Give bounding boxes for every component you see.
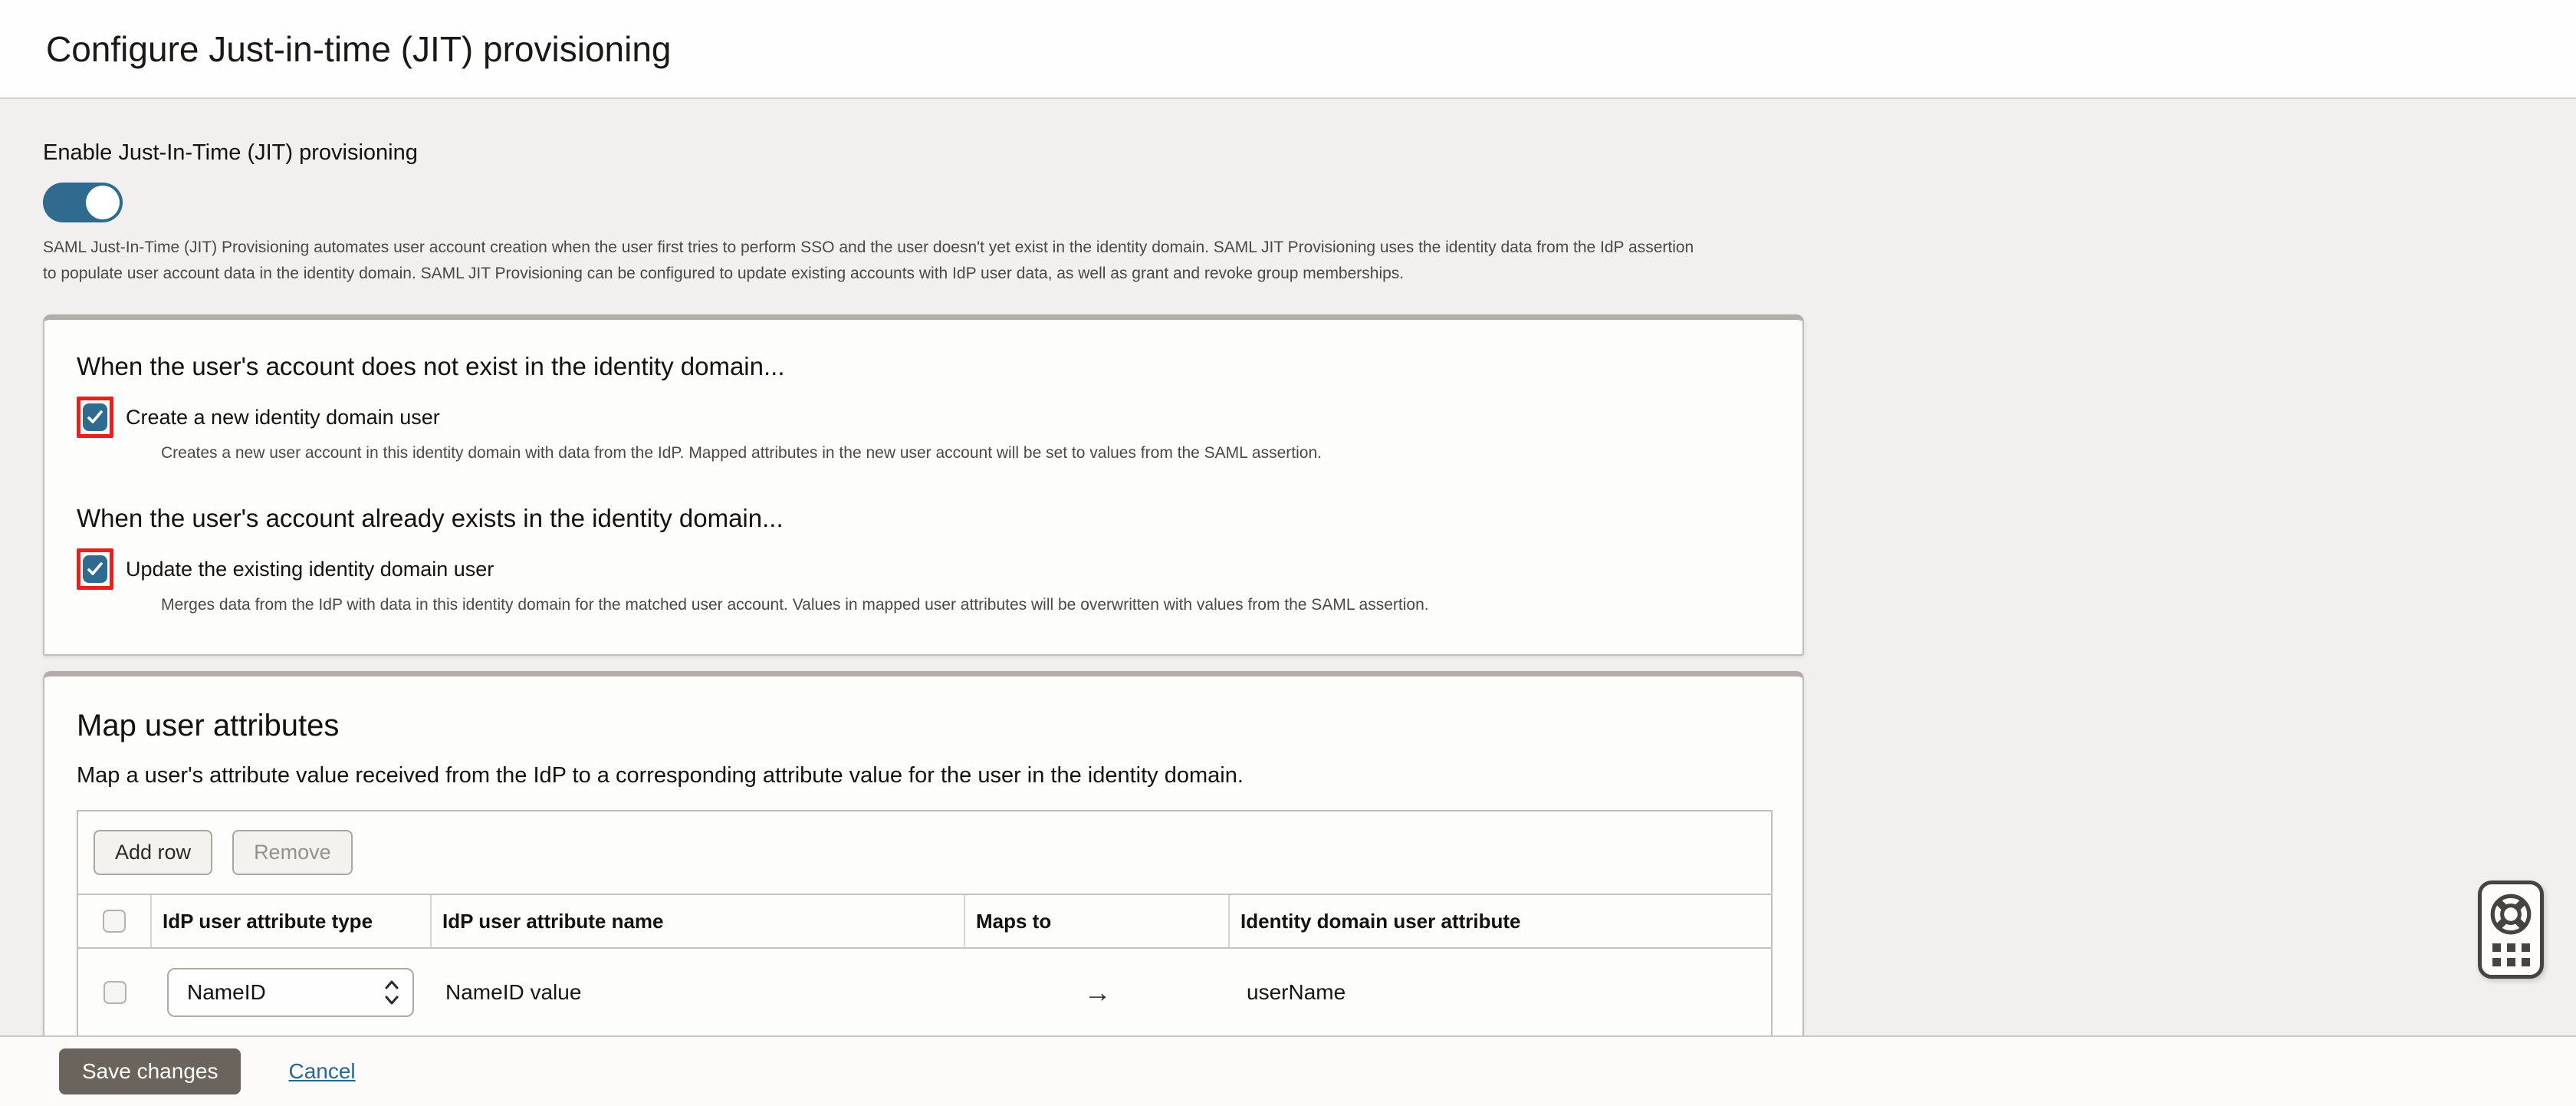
header-identity-domain-attribute: Identity domain user attribute — [1240, 909, 1521, 933]
jit-toggle[interactable] — [43, 183, 123, 222]
update-user-description: Merges data from the IdP with data in this identity domain for the matched user account. Values in mapped user attributes will be overwritten with values from the SAML assertion. — [161, 596, 1429, 614]
toggle-knob-icon — [86, 186, 120, 219]
header-idp-attribute-type: IdP user attribute type — [152, 895, 432, 947]
checkmark-icon — [86, 560, 104, 578]
save-changes-button[interactable]: Save changes — [59, 1048, 241, 1094]
update-user-checkbox[interactable] — [83, 555, 107, 583]
main-content — [0, 99, 2576, 1070]
maps-to-arrow-icon: → — [1083, 976, 1112, 1008]
jit-description-line1: SAML Just-In-Time (JIT) Provisioning automates user account creation when the user first tries to perform SSO and the user doesn't yet exist in the identity domain. SAML JIT Provisioning uses the identity data from the IdP assertion — [43, 239, 1694, 256]
header-maps-to: Maps to — [965, 895, 1230, 947]
select-updown-icon — [383, 979, 400, 1006]
remove-button[interactable]: Remove — [232, 830, 353, 875]
create-user-description: Creates a new user account in this identity domain with data from the IdP. Mapped attributes in the new user account will be set to values from the SAML assertion. — [161, 444, 1322, 462]
update-user-checkbox-highlight — [77, 548, 113, 590]
header-idp-attribute-name: IdP user attribute name — [432, 895, 965, 947]
page-title: Configure Just-in-time (JIT) provisioning — [46, 28, 672, 69]
map-attributes-card — [43, 671, 1804, 1070]
already-exists-heading: When the user's account already exists in the identity domain... — [77, 504, 784, 532]
select-all-checkbox[interactable] — [103, 910, 126, 933]
help-widget[interactable] — [2478, 881, 2544, 979]
jit-description — [43, 235, 2576, 287]
identity-domain-attribute-cell: userName — [1247, 980, 1346, 1004]
add-row-button[interactable]: Add row — [94, 830, 212, 875]
not-exist-heading: When the user's account does not exist in the identity domain... — [77, 352, 785, 380]
create-user-checkbox-highlight — [77, 397, 113, 438]
table-row — [78, 949, 1771, 1036]
select-value: NameID — [187, 980, 266, 1004]
update-user-checkbox-label: Update the existing identity domain user — [126, 557, 495, 581]
lifebuoy-icon — [2487, 890, 2535, 938]
map-attributes-heading: Map user attributes — [77, 709, 340, 742]
create-user-checkbox[interactable] — [83, 403, 107, 431]
page-header — [0, 0, 2576, 99]
jit-toggle-label: Enable Just-In-Time (JIT) provisioning — [43, 140, 418, 165]
action-footer — [0, 1035, 2576, 1106]
table-toolbar — [78, 811, 1771, 894]
idp-attribute-name-cell: NameID value — [445, 980, 582, 1004]
idp-attribute-type-select[interactable] — [167, 968, 414, 1017]
row-checkbox[interactable] — [104, 981, 127, 1004]
table-header-row — [78, 894, 1771, 949]
create-user-checkbox-label: Create a new identity domain user — [126, 405, 440, 429]
account-rules-card — [43, 314, 1804, 656]
grid-dots-icon — [2492, 943, 2530, 966]
map-attributes-description: Map a user's attribute value received from the IdP to a corresponding attribute value for the user in the identity domain. — [77, 763, 1244, 788]
checkmark-icon — [86, 408, 104, 426]
attribute-mapping-table — [77, 810, 1773, 1038]
jit-description-line2: to populate user account data in the identity domain. SAML JIT Provisioning can be configured to update existing accounts with IdP user data, as well as grant and revoke group memberships. — [43, 265, 1405, 282]
cancel-link[interactable]: Cancel — [288, 1059, 356, 1083]
